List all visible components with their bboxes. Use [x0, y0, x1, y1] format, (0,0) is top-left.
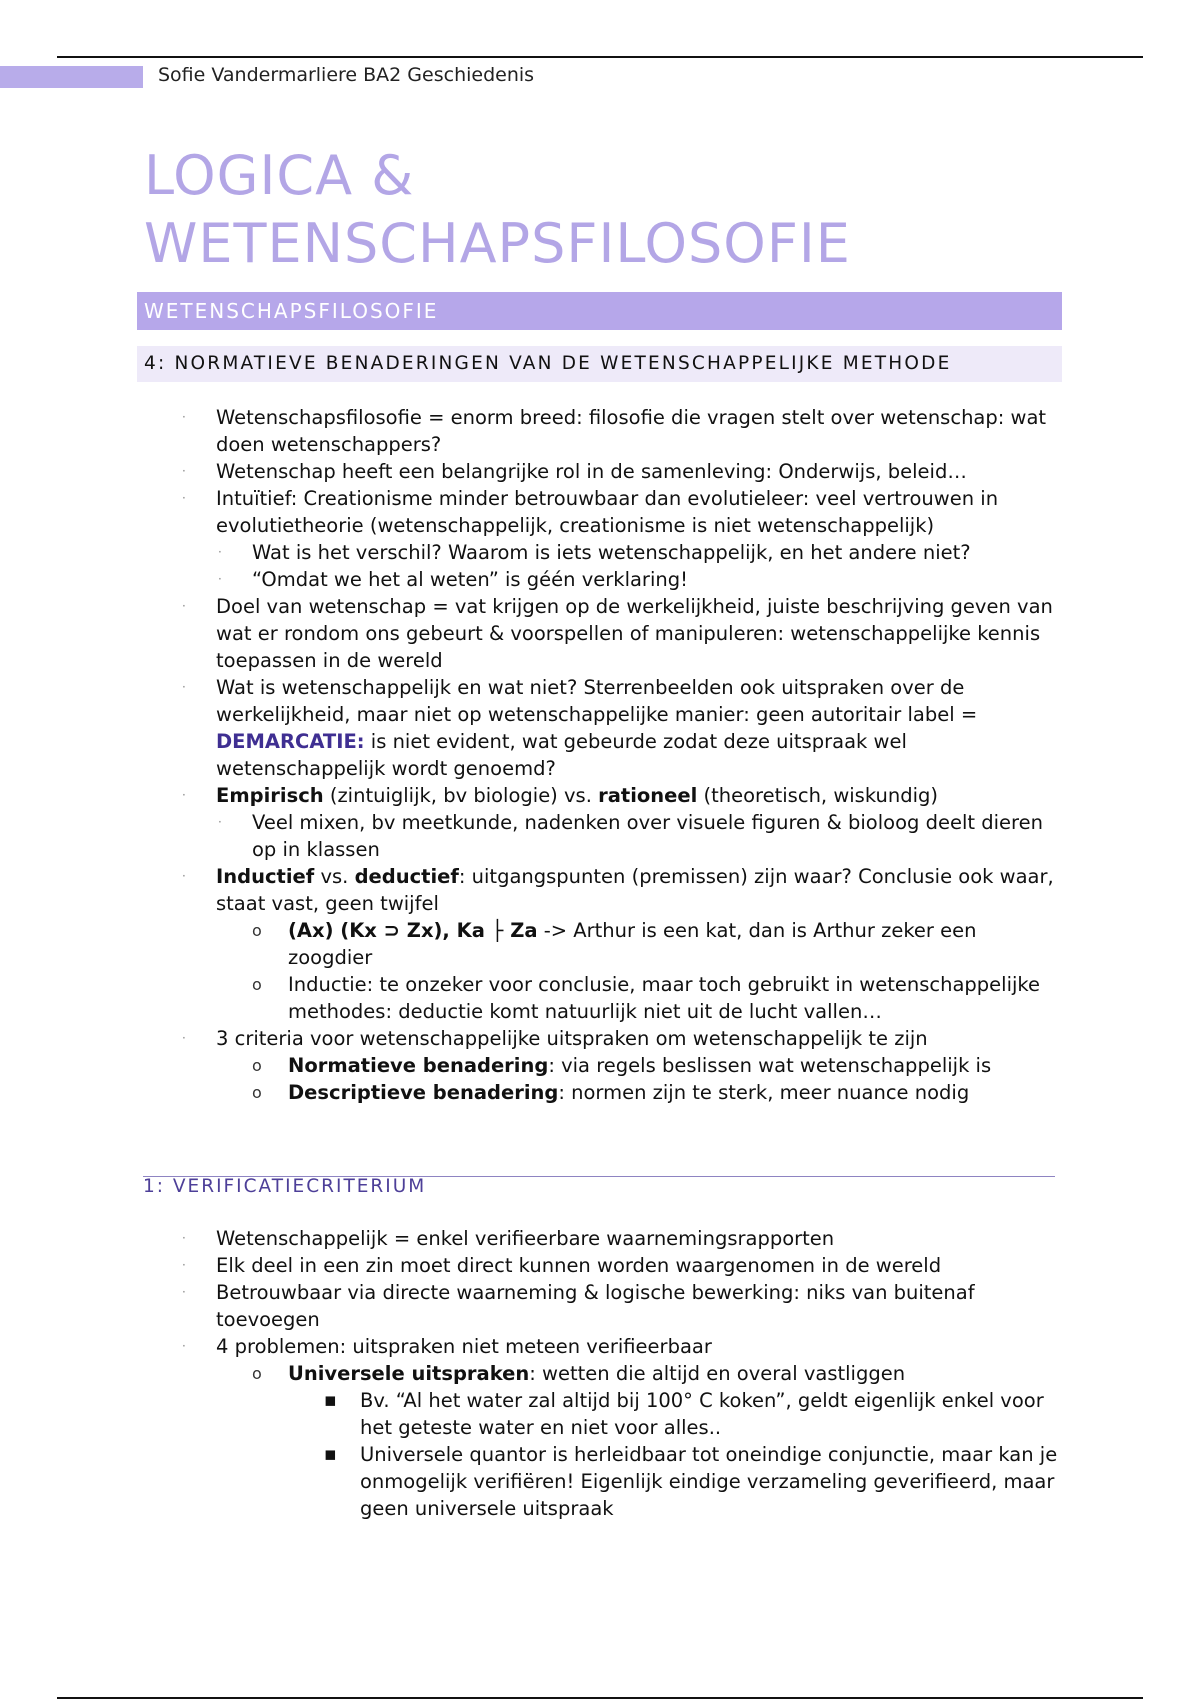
subsection-heading-4: 4: NORMATIEVE BENADERINGEN VAN DE WETENSCHAPPELIJKE METHODE	[137, 346, 1062, 382]
list-item: · Wetenschappelijk = enkel verifieerbare waarnemingsrapporten	[182, 1227, 835, 1250]
list-item: · Intuïtief: Creationisme minder betrouwbaar dan evolutieleer: veel vertrouwen in evolutietheorie (wetenschappelijk, creationisme is niet wetenschappelijk)	[182, 487, 999, 537]
bullet-dot-icon: ·	[182, 869, 186, 883]
list-item: o Universele uitspraken: wetten die altijd en overal vastliggen	[252, 1362, 906, 1385]
bullet-circle-icon: o	[252, 1364, 262, 1383]
list-item: · Elk deel in een zin moet direct kunnen worden waargenomen in de wereld	[182, 1254, 942, 1277]
bullet-dot-icon: ·	[182, 1231, 186, 1245]
list-item: o Normatieve benadering: via regels beslissen wat wetenschappelijk is	[252, 1054, 992, 1077]
bullet-dot-icon: ·	[182, 788, 186, 802]
header-author-line: Sofie Vandermarliere BA2 Geschiedenis	[158, 64, 535, 86]
bullet-dot-icon: ·	[182, 1031, 186, 1045]
header-accent-bar	[0, 66, 143, 88]
bullet-circle-icon: o	[252, 921, 262, 940]
list-item: · 4 problemen: uitspraken niet meteen verifieerbaar	[182, 1335, 712, 1358]
list-item: · 3 criteria voor wetenschappelijke uitspraken om wetenschappelijk te zijn	[182, 1027, 928, 1050]
list-item: ▪ Universele quantor is herleidbaar tot oneindige conjunctie, maar kan je onmogelijk verifiëren! Eigenlijk eindige verzameling geverifieerd, maar geen universele uitspraak	[324, 1443, 1058, 1520]
bullet-dot-icon: ·	[182, 1258, 186, 1272]
list-item: · Empirisch (zintuiglijk, bv biologie) vs. rationeel (theoretisch, wiskundig)	[182, 784, 939, 807]
bottom-rule	[57, 1697, 1143, 1699]
bullet-dot-icon: ·	[218, 545, 222, 559]
list-item: · Wetenschap heeft een belangrijke rol in de samenleving: Onderwijs, beleid…	[182, 460, 967, 483]
bullet-dot-icon: ·	[182, 410, 186, 424]
title-line-1: LOGICA &	[144, 144, 415, 207]
subsection-heading-1: 1: VERIFICATIECRITERIUM	[143, 1176, 1055, 1205]
bullet-dot-icon: ·	[182, 464, 186, 478]
bullet-square-icon: ▪	[324, 1389, 337, 1411]
bullet-dot-icon: ·	[182, 599, 186, 613]
bullet-square-icon: ▪	[324, 1443, 337, 1465]
list-item: · Veel mixen, bv meetkunde, nadenken over visuele figuren & bioloog deelt dieren op in klassen	[218, 811, 1043, 861]
document-title	[144, 142, 1094, 278]
section-heading: WETENSCHAPSFILOSOFIE	[137, 292, 1062, 330]
subsection-1-list	[0, 1225, 1060, 1522]
list-item: · “Omdat we het al weten” is géén verklaring!	[218, 568, 688, 591]
list-item: o Descriptieve benadering: normen zijn te sterk, meer nuance nodig	[252, 1081, 970, 1104]
list-item: ▪ Bv. “Al het water zal altijd bij 100° C koken”, geldt eigenlijk enkel voor het geteste water en niet voor alles..	[324, 1389, 1044, 1439]
bullet-dot-icon: ·	[218, 815, 222, 829]
list-item: · Doel van wetenschap = vat krijgen op de werkelijkheid, juiste beschrijving geven van wat er rondom ons gebeurt & voorspellen of manipuleren: wetenschappelijke kennis toepassen in de wereld	[182, 595, 1053, 672]
bullet-dot-icon: ·	[218, 572, 222, 586]
list-item: o (Ax) (Kx ⊃ Zx), Ka ├ Za -> Arthur is een kat, dan is Arthur zeker een zoogdier	[252, 919, 977, 969]
bullet-circle-icon: o	[252, 975, 262, 994]
bullet-circle-icon: o	[252, 1056, 262, 1075]
bullet-dot-icon: ·	[182, 680, 186, 694]
demarcatie-term: DEMARCATIE:	[216, 730, 365, 753]
list-item: · Wat is het verschil? Waarom is iets wetenschappelijk, en het andere niet?	[218, 541, 971, 564]
list-item: · Inductief vs. deductief: uitgangspunten (premissen) zijn waar? Conclusie ook waar, staat vast, geen twijfel	[182, 865, 1054, 915]
list-item: · Betrouwbaar via directe waarneming & logische bewerking: niks van buitenaf toevoegen	[182, 1281, 975, 1331]
list-item: · Wetenschapsfilosofie = enorm breed: filosofie die vragen stelt over wetenschap: wat doen wetenschappers?	[182, 406, 1047, 456]
list-item: o Inductie: te onzeker voor conclusie, maar toch gebruikt in wetenschappelijke methodes: deductie komt natuurlijk niet uit de lucht vallen…	[252, 973, 1041, 1023]
title-line-2: WETENSCHAPSFILOSOFIE	[144, 212, 851, 275]
bullet-dot-icon: ·	[182, 1339, 186, 1353]
subsection-4-list	[0, 404, 1056, 1106]
top-rule	[57, 56, 1143, 58]
bullet-dot-icon: ·	[182, 1285, 186, 1299]
bullet-dot-icon: ·	[182, 491, 186, 505]
list-item: · Wat is wetenschappelijk en wat niet? Sterrenbeelden ook uitspraken over de werkelijkheid, maar niet op wetenschappelijke manier: geen autoritair label = DEMARCATIE: is niet evident, wat gebeurde zodat deze uitspraak wel wetenschappelijk wordt genoemd?	[182, 676, 978, 780]
bullet-circle-icon: o	[252, 1083, 262, 1102]
